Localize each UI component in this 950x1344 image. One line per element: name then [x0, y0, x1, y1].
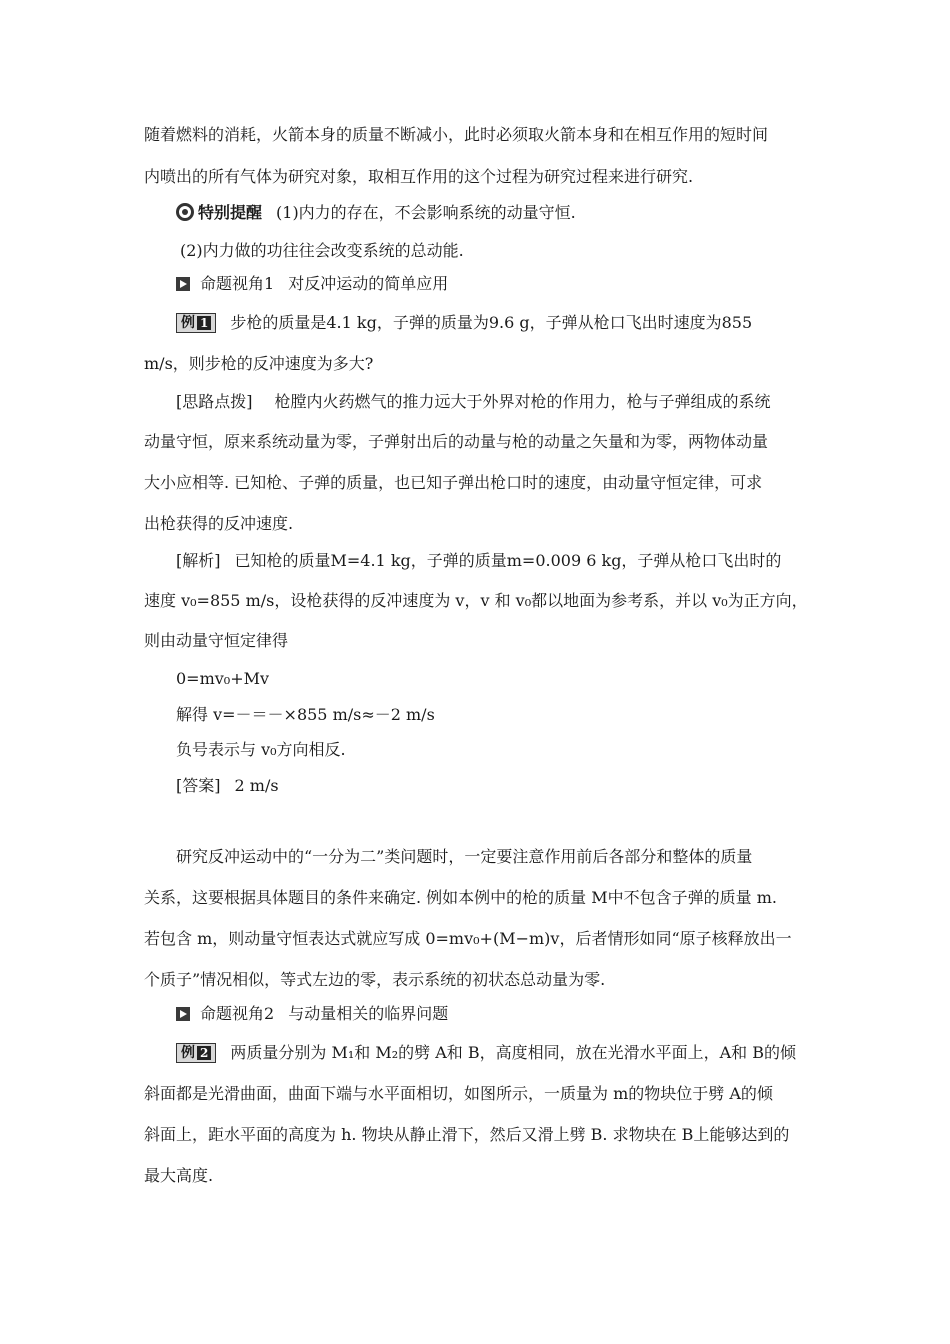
- paragraph-line: 大小应相等. 已知枪、子弹的质量，也已知子弹出枪口时的速度，由动量守恒定律，可求: [144, 473, 763, 492]
- hint-line: [176, 391, 771, 413]
- paragraph-line: 随着燃料的消耗，火箭本身的质量不断减小，此时必须取火箭本身和在相互作用的短时间: [144, 125, 769, 144]
- paragraph-line: 研究反冲运动中的“一分为二”类问题时，一定要注意作用前后各部分和整体的质量: [176, 847, 753, 866]
- paragraph-line: 关系，这要根据具体题目的条件来确定. 例如本例中的枪的质量 M中不包含子弹的质量 m.: [144, 888, 777, 907]
- solution-label: [解析]: [176, 551, 221, 570]
- tip-icon: [176, 203, 194, 221]
- view-heading-2: [176, 1003, 448, 1025]
- answer-label: [答案]: [176, 776, 221, 795]
- paragraph-line: 斜面上，距水平面的高度为 h. 物块从静止滑下，然后又滑上劈 B. 求物块在 B上能够达到的: [144, 1125, 790, 1144]
- paragraph-line: (2)内力做的功往往会改变系统的总动能.: [180, 241, 464, 260]
- paragraph-line: 斜面都是光滑曲面，曲面下端与水平面相切，如图所示，一质量为 m的物块位于劈 A的倾: [144, 1084, 773, 1103]
- example-badge: [176, 1043, 216, 1063]
- hint-label: [思路点拨]: [176, 392, 253, 411]
- play-triangle-icon: [176, 1007, 190, 1021]
- paragraph-line: 最大高度.: [144, 1166, 214, 1185]
- example-2-line: [176, 1042, 796, 1064]
- example-badge: [176, 313, 216, 333]
- paragraph-line: m/s，则步枪的反冲速度为多大?: [144, 354, 374, 373]
- play-triangle-icon: [176, 277, 190, 291]
- view-heading-1: [176, 273, 448, 295]
- view-title: 对反冲运动的简单应用: [288, 274, 449, 293]
- paragraph-line: 若包含 m，则动量守恒表达式就应写成 0=mv₀+(M−m)v，后者情形如同“原子核释放出一: [144, 929, 792, 948]
- example-badge-number: 1: [197, 316, 211, 330]
- solution-text: 已知枪的质量M=4.1 kg，子弹的质量m=0.009 6 kg，子弹从枪口飞出时的: [234, 551, 782, 570]
- paragraph-line: 负号表示与 v₀方向相反.: [176, 740, 346, 759]
- example-badge-label: 例: [181, 315, 195, 331]
- hint-text: 枪膛内火药燃气的推力远大于外界对枪的作用力，枪与子弹组成的系统: [274, 392, 771, 411]
- example-text: 两质量分别为 M₁和 M₂的劈 A和 B，高度相同，放在光滑水平面上，A和 B的倾: [230, 1043, 797, 1062]
- example-badge-number: 2: [197, 1046, 211, 1060]
- view-title: 与动量相关的临界问题: [288, 1004, 449, 1023]
- tip-label: 特别提醒: [198, 203, 263, 222]
- example-1-line: [176, 312, 752, 334]
- tip-text: (1)内力的存在，不会影响系统的动量守恒.: [276, 203, 576, 222]
- view-label: 命题视角2: [200, 1004, 275, 1023]
- paragraph-line: 动量守恒，原来系统动量为零，子弹射出后的动量与枪的动量之矢量和为零，两物体动量: [144, 432, 769, 451]
- solution-line: [176, 550, 781, 572]
- paragraph-line: 内喷出的所有气体为研究对象，取相互作用的这个过程为研究过程来进行研究.: [144, 167, 694, 186]
- answer-line: [176, 775, 279, 797]
- example-text: 步枪的质量是4.1 kg，子弹的质量为9.6 g，子弹从枪口飞出时速度为855: [230, 313, 753, 332]
- equation-line: 0=mv₀+Mv: [176, 669, 270, 688]
- example-badge-label: 例: [181, 1045, 195, 1061]
- paragraph-line: 速度 v₀=855 m/s，设枪获得的反冲速度为 v，v 和 v₀都以地面为参考系，并以 v₀为正方向，: [144, 591, 808, 610]
- paragraph-line: 则由动量守恒定律得: [144, 631, 289, 650]
- paragraph-line: 个质子”情况相似，等式左边的零，表示系统的初状态总动量为零.: [144, 970, 606, 989]
- answer-text: 2 m/s: [234, 776, 279, 795]
- paragraph-line: 出枪获得的反冲速度.: [144, 514, 294, 533]
- view-label: 命题视角1: [200, 274, 275, 293]
- equation-line: 解得 v=－＝－×855 m/s≈－2 m/s: [176, 705, 435, 724]
- special-tip: [176, 202, 576, 224]
